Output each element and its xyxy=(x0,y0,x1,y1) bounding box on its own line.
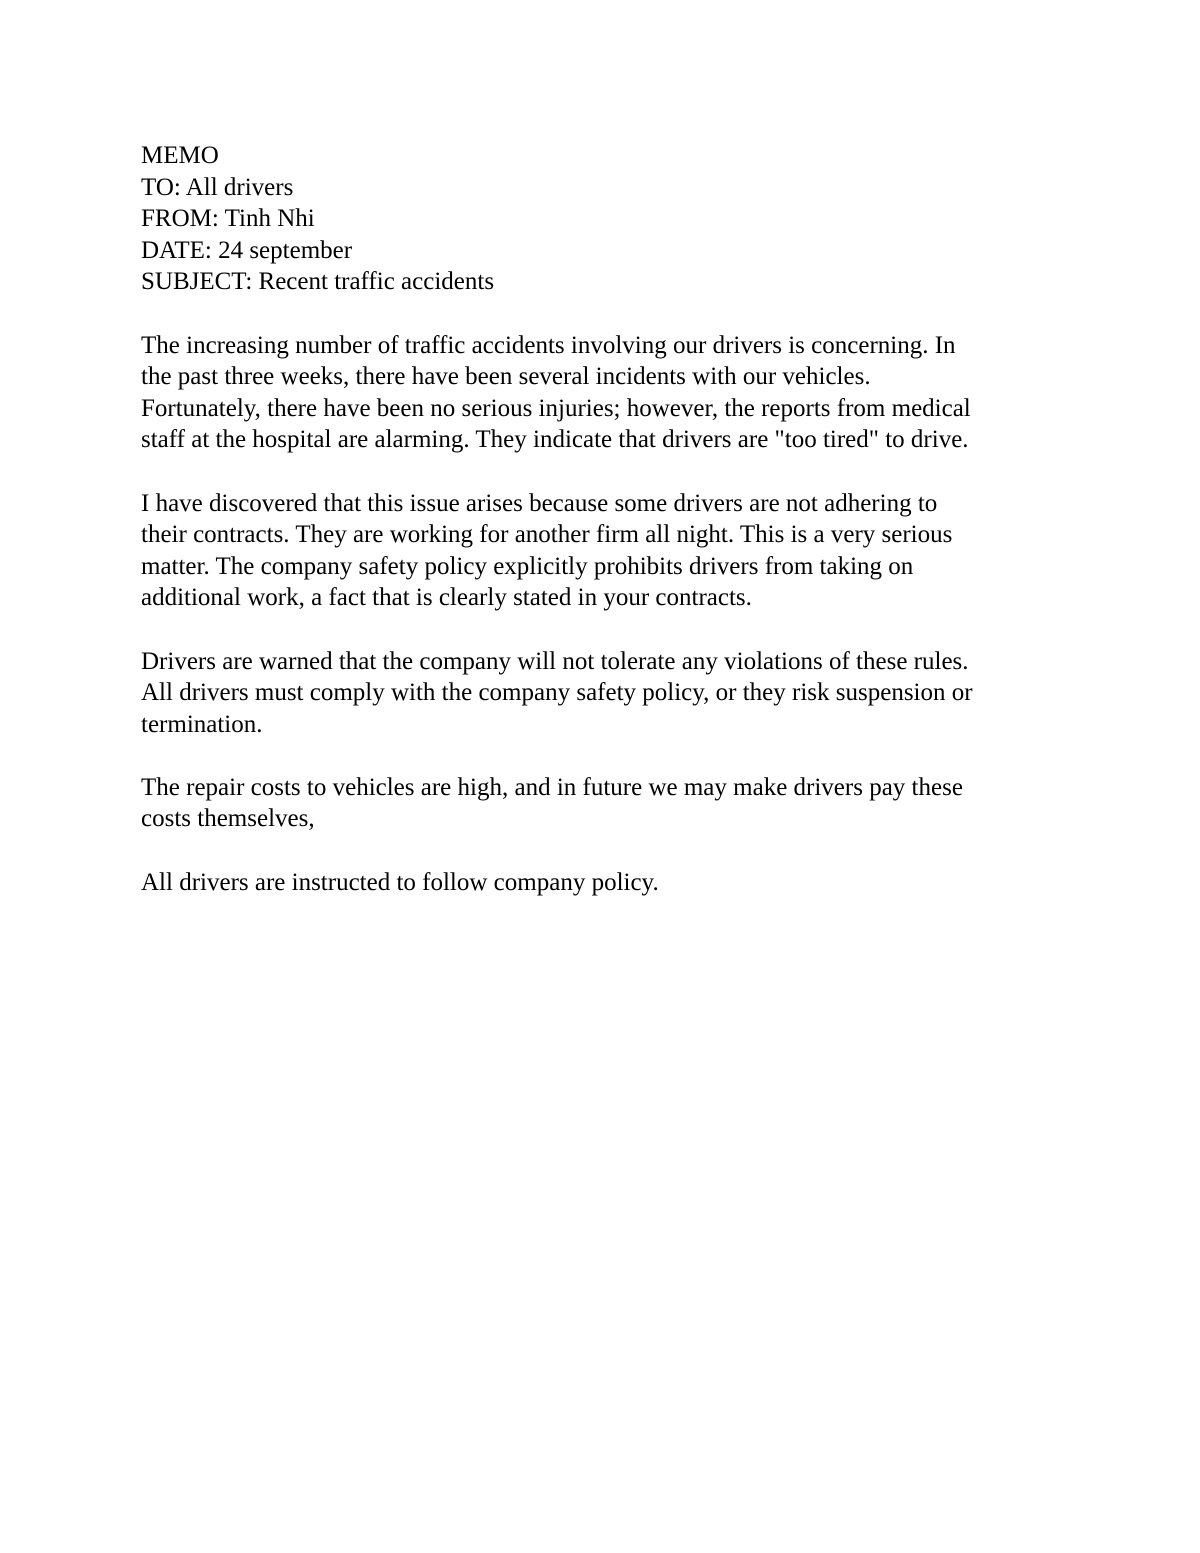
memo-title: MEMO xyxy=(141,142,219,169)
paragraph-line: staff at the hospital are alarming. They indicate that drivers are "too tired" to drive. xyxy=(141,426,969,454)
paragraph-line: matter. The company safety policy explicitly prohibits drivers from taking on xyxy=(141,552,914,580)
paragraph-line: All drivers must comply with the company safety policy, or they risk suspension or xyxy=(141,679,973,707)
paragraph-line: termination. xyxy=(141,710,263,738)
paragraph-line: the past three weeks, there have been several incidents with our vehicles. xyxy=(141,363,871,391)
paragraph-line: All drivers are instructed to follow company policy. xyxy=(141,868,659,896)
paragraph-1 xyxy=(141,330,1071,456)
paragraph-line: Drivers are warned that the company will not tolerate any violations of these rules. xyxy=(141,647,969,675)
memo-from: FROM: Tinh Nhi xyxy=(141,205,315,233)
memo-body xyxy=(141,140,1071,898)
memo-date: DATE: 24 september xyxy=(141,236,353,264)
paragraph-5 xyxy=(141,867,1071,899)
paragraph-line: The increasing number of traffic accidents involving our drivers is concerning. In xyxy=(141,331,956,359)
paragraph-4 xyxy=(141,772,1071,835)
paragraph-line: costs themselves, xyxy=(141,805,315,833)
paragraph-2 xyxy=(141,488,1071,614)
paragraph-3 xyxy=(141,646,1071,741)
paragraph-line: their contracts. They are working for another firm all night. This is a very serious xyxy=(141,521,953,549)
memo-to: TO: All drivers xyxy=(141,173,294,201)
memo-subject: SUBJECT: Recent traffic accidents xyxy=(141,268,495,296)
paragraph-line: Fortunately, there have been no serious injuries; however, the reports from medical xyxy=(141,394,971,422)
memo-header xyxy=(141,140,1071,298)
paragraph-line: I have discovered that this issue arises because some drivers are not adhering to xyxy=(141,489,938,517)
paragraph-line: additional work, a fact that is clearly stated in your contracts. xyxy=(141,584,752,612)
paragraph-line: The repair costs to vehicles are high, and in future we may make drivers pay these xyxy=(141,773,963,801)
